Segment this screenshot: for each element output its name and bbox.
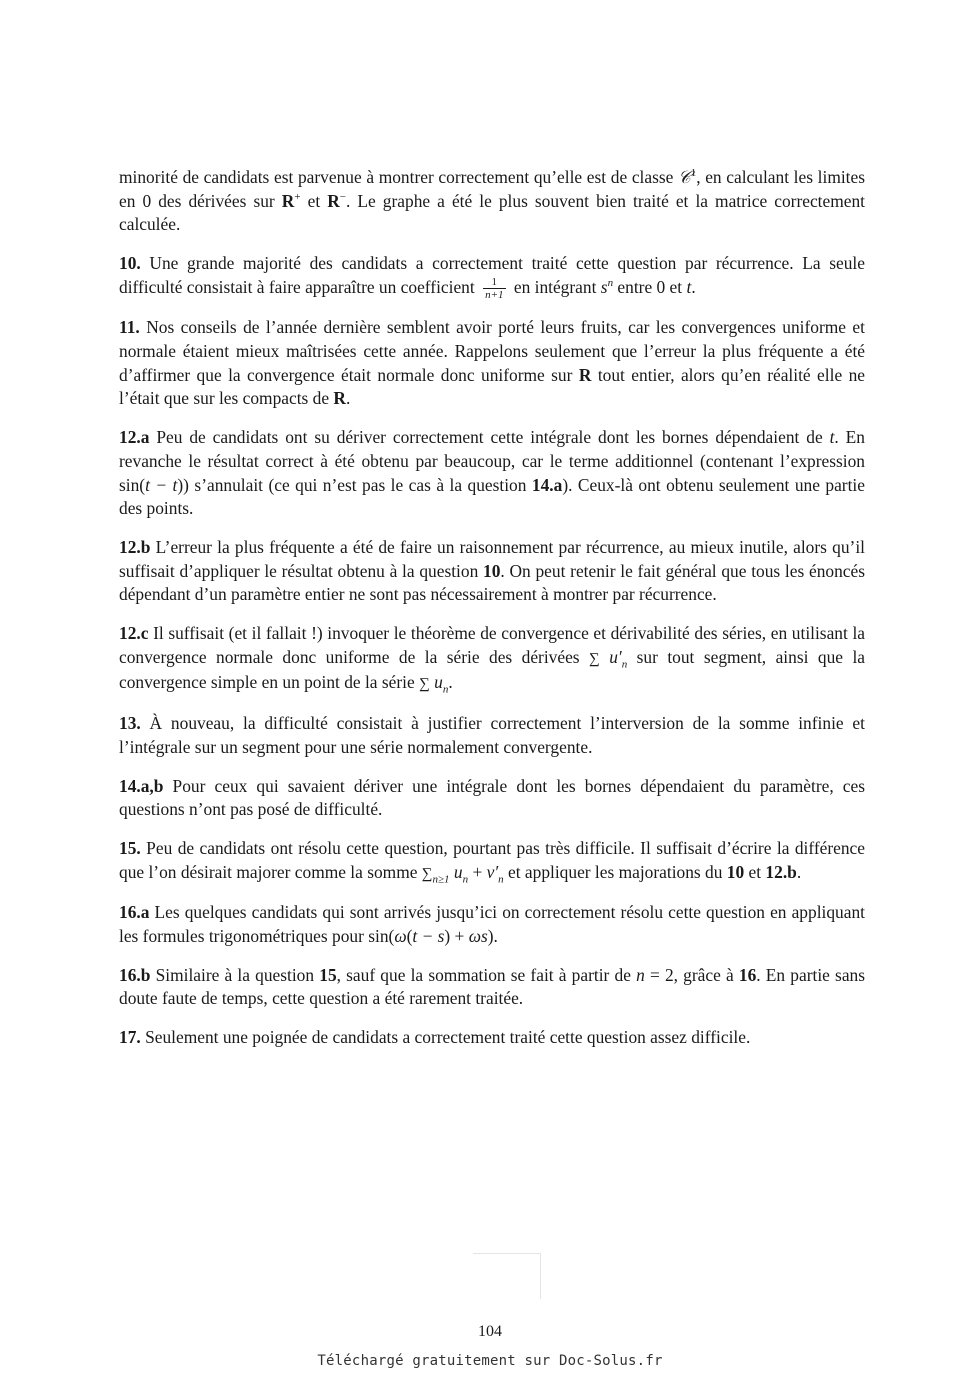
math-var: ω [394,926,407,947]
page-number: 104 [478,1323,502,1340]
text-span: et [744,861,766,882]
math-reals: R [327,190,340,211]
decorative-frame [473,1253,541,1299]
math-var: v′ [486,861,499,882]
text-span: . En partie sans doute faute de temps, cette question a été rarement traitée. [119,964,866,1009]
question-label: 11. [119,317,140,338]
paragraph-q12a [119,426,865,521]
question-ref: 16 [738,964,757,985]
paragraph-q15 [119,837,865,886]
paragraph-q17 [119,1026,865,1050]
math-var: s [600,276,608,297]
sum-symbol: ∑ [589,650,600,667]
question-ref: 14.a [531,474,563,495]
fraction-numerator: 1 [483,276,505,289]
question-ref: 15 [319,964,337,985]
text-span: + [468,861,487,882]
question-label: 15. [119,837,141,858]
question-label: 12.c [119,623,149,644]
text-span: en intégrant [509,276,601,297]
text-span: ). Ceux-là ont obtenu seulement une partie des points. [119,474,865,519]
text-span: . [796,861,802,882]
question-ref: 12.b [765,861,797,882]
question-label: 17. [119,1027,141,1048]
fraction-denominator: n+1 [485,289,504,302]
superscript: + [294,190,301,203]
subscript: n [442,683,449,696]
document-body [119,166,865,1065]
text-span: . En revanche le résultat correct à été obtenu par beaucoup, car le terme additionnel (contenant l’expression sin( [119,427,865,495]
question-label: 16.b [119,964,151,985]
text-span: . [345,388,351,409]
superscript: n [607,277,614,290]
paragraph-q12b [119,536,865,607]
text-span: . On peut retenir le fait général que tous les énoncés dépendant d’un paramètre entier ne sont pas nécessairement à montrer par récurrence. [119,560,865,605]
text-span: L’erreur la plus fréquente a été de faire un raisonnement par récurrence, au mieux inutile, alors qu’il suffisait d’appliquer le résultat obtenu à la question [119,536,865,581]
subscript: n [621,658,628,671]
text-span: ) + [444,926,469,947]
math-class-c: 𝒞 [678,167,691,187]
math-reals: R [333,388,346,409]
paragraph-q12c [119,622,865,697]
text-span: sur tout segment, ainsi que la convergence simple en un point de la série [119,646,865,693]
math-var: n [636,964,645,985]
superscript: − [339,190,346,203]
text-span: , en calculant les limites en 0 des dérivées sur [119,167,865,211]
text-span: minorité de candidats est parvenue à montrer correctement qu’elle est de classe [119,167,678,187]
text-span: Nos conseils de l’année dernière semblent avoir porté leurs fruits, car les convergences uniforme et normale étaient mieux maîtrisées cette année. Rappelons seulement que l’erreur la plus fréquente a été d’affirmer que la convergence était normale donc uniforme sur [119,317,865,385]
question-label: 14.a,b [119,775,164,796]
paragraph-q10 [119,252,865,301]
math-reals: R [578,364,592,385]
text-span: )) s’annulait (ce qui n’est pas le cas à la question [177,474,532,495]
paragraph-q13 [119,712,865,759]
text-span: ( [406,926,413,947]
subscript: n [498,873,504,886]
question-ref: 10 [726,861,745,882]
text-span: entre 0 et [613,276,687,297]
text-span: et appliquer les majorations du [503,861,727,882]
text-span: = 2, grâce à [644,964,739,985]
question-label: 12.b [119,536,151,557]
question-label: 13. [119,713,141,734]
text-span: . [691,276,696,297]
paragraph-continuation [119,166,865,237]
paragraph-q16a [119,901,865,948]
math-var: t [686,276,692,297]
question-label: 12.a [119,427,150,448]
question-label: 16.a [119,902,150,923]
text-span: Seulement une poignée de candidats a correctement traité cette question assez difficile. [140,1027,751,1048]
text-span: Il suffisait (et il fallait !) invoquer le théorème de convergence et dérivabilité des séries, en utilisant la convergence normale donc uniforme de la série des dérivées [119,623,865,667]
paragraph-q14ab [119,775,865,822]
text-span: et [300,190,328,211]
subscript: n≥1 [432,873,450,886]
math-var: u [453,861,463,882]
paragraph-q11 [119,316,865,411]
text-span: tout entier, alors qu’en réalité elle ne l’était que sur les compacts de [119,364,865,409]
question-label: 10. [119,253,141,274]
text-span: Une grande majorité des candidats a correctement traité cette question par récurrence. La seule difficulté consistait à faire apparaître un coefficient [119,253,865,297]
math-expr: ωs [468,926,488,947]
text-span: Peu de candidats ont résolu cette question, pourtant pas très difficile. Il suffisait d’écrire la différence que l’on désirait majorer comme la somme [119,837,865,882]
text-span: Les quelques candidats qui sont arrivés jusqu’ici on correctement résolu cette question en appliquant les formules trigonométriques pour sin( [119,902,865,947]
text-span: , sauf que la sommation se fait à partir de [336,964,637,985]
subscript: n [462,873,469,886]
text-span: . [448,672,453,693]
math-var: u′ [609,646,622,667]
paragraph-q16b [119,964,865,1011]
math-var: u [434,672,443,693]
sum-symbol: ∑ [419,676,430,693]
text-span: Peu de candidats ont su dériver correctement cette intégrale dont les bornes dépendaient de [149,427,830,448]
download-footer: Téléchargé gratuitement sur Doc-Solus.fr [317,1353,663,1369]
fraction [483,276,505,301]
sum-symbol: ∑ [421,865,433,882]
text-span: À nouveau, la difficulté consistait à justifier correctement l’interversion de la somme infinie et l’intégrale sur un segment pour une série normalement convergente. [119,713,865,757]
text-span: Pour ceux qui savaient dériver une intégrale dont les bornes dépendaient du paramètre, ces questions n’ont pas posé de difficulté. [119,775,865,820]
superscript: 1 [690,167,697,180]
text-span: ). [487,926,498,947]
math-reals: R [281,190,295,211]
math-expr: t − s [412,926,445,947]
question-ref: 10 [483,560,501,581]
math-var: t [829,427,835,448]
math-expr: t − t [145,474,178,495]
text-span: Similaire à la question [150,964,320,985]
text-span: . Le graphe a été le plus souvent bien traité et la matrice correctement calculée. [119,190,865,235]
